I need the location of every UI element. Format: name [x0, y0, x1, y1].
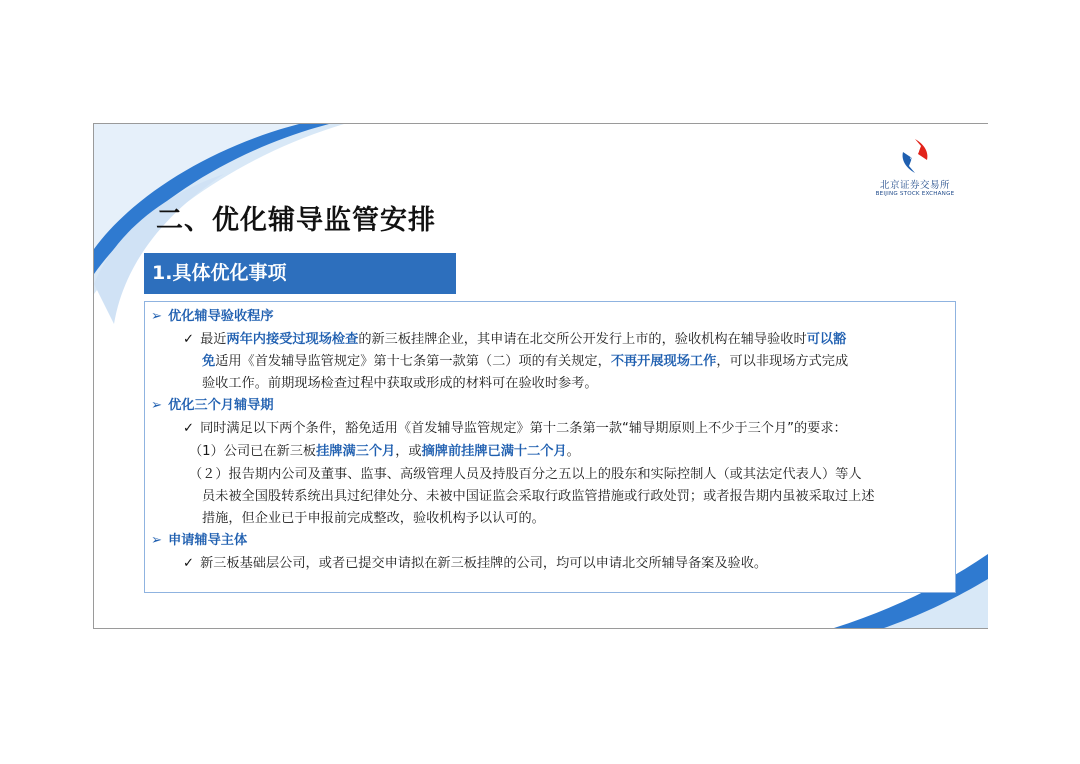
section-heading: 1.具体优化事项 [144, 253, 456, 294]
content-box [144, 301, 956, 593]
logo-name-en: BEIJING STOCK EXCHANGE [875, 191, 955, 197]
item-heading-2-text: 优化三个月辅导期 [168, 398, 274, 413]
page-title: 二、优化辅导监管安排 [156, 205, 436, 236]
logo-name-cn: 北京证券交易所 [879, 180, 950, 191]
paragraph-3-line-1: ✓ 新三板基础层公司，或者已提交申请拟在新三板挂牌的公司，均可以申请北交所辅导备案及验收。 [183, 556, 768, 571]
arrow-bullet-icon: ➢ [151, 309, 163, 324]
bse-emblem-icon [898, 138, 932, 174]
item-heading-3-text: 申请辅导主体 [168, 533, 248, 548]
paragraph-1-line-2: 免适用《首发辅导监管规定》第十七条第一款第（二）项的有关规定，不再开展现场工作，可以非现场方式完成 [202, 354, 849, 369]
paragraph-2-line-3: （２）报告期内公司及董事、监事、高级管理人员及持股百分之五以上的股东和实际控制人（或其法定代表人）等人 [189, 467, 862, 482]
paragraph-2-line-5: 措施，但企业已于申报前完成整改，验收机构予以认可的。 [202, 511, 545, 526]
arrow-bullet-icon: ➢ [151, 398, 163, 413]
slide [93, 123, 988, 629]
paragraph-1-line-3: 验收工作。前期现场检查过程中获取或形成的材料可在验收时参考。 [202, 376, 598, 391]
paragraph-2-line-2: （1）公司已在新三板挂牌满三个月，或摘牌前挂牌已满十二个月。 [189, 444, 580, 459]
bse-logo [870, 138, 960, 206]
check-bullet-icon: ✓ [183, 332, 195, 347]
item-heading-3 [151, 530, 247, 552]
item-heading-1-text: 优化辅导验收程序 [168, 309, 274, 324]
item-heading-2 [151, 395, 274, 417]
check-bullet-icon: ✓ [183, 556, 195, 571]
arrow-bullet-icon: ➢ [151, 533, 163, 548]
paragraph-2-line-1: ✓ 同时满足以下两个条件，豁免适用《首发辅导监管规定》第十二条第一款“辅导期原则上不少于三个月”的要求： [183, 421, 847, 436]
paragraph-1-line-1: ✓ 最近两年内接受过现场检查的新三板挂牌企业，其申请在北交所公开发行上市的，验收机构在辅导验收时可以豁 [183, 332, 847, 347]
check-bullet-icon: ✓ [183, 421, 195, 436]
item-heading-1 [151, 306, 274, 328]
paragraph-2-line-4: 员未被全国股转系统出具过纪律处分、未被中国证监会采取行政监管措施或行政处罚；或者报告期内虽被采取过上述 [202, 489, 875, 504]
